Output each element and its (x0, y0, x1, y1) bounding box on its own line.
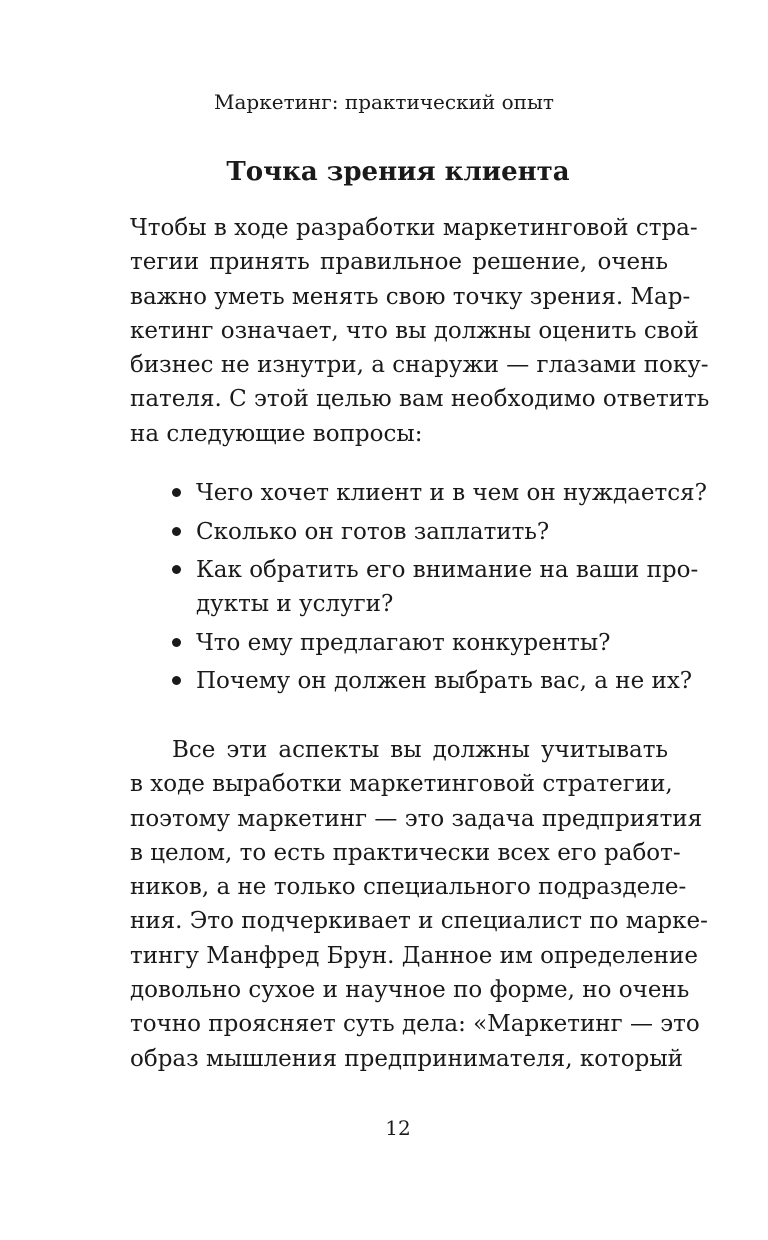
text-line: Чтобы в ходе разработки маркетинговой стра- (130, 215, 698, 241)
text-line: в целом, то есть практически всех его работ- (130, 839, 681, 866)
bullet-dot-icon (172, 638, 181, 647)
text-line: тингу Манфред Брун. Данное им определение (130, 942, 698, 969)
list-item-text: Что ему предлагают конкуренты? (196, 629, 611, 656)
text-line: тегии принять правильное решение, очень (130, 249, 668, 276)
list-item-text: дукты и услуги? (196, 591, 394, 617)
running-head: Маркетинг: практический опыт (214, 90, 554, 114)
list-item (130, 553, 699, 621)
list-item-text: Почему он должен выбрать вас, а не их? (196, 668, 693, 694)
text-line: Все эти аспекты вы должны учитывать (172, 737, 668, 763)
body-paragraph (130, 733, 708, 1076)
text-line: бизнес не изнутри, а снаружи — глазами поку- (130, 352, 709, 379)
text-line: образ мышления предпринимателя, который (130, 1045, 683, 1072)
text-line: важно уметь менять свою точку зрения. Мар- (130, 283, 691, 310)
bullet-dot-icon (172, 488, 181, 497)
list-item (130, 626, 668, 660)
list-item-text: Как обратить его внимание на ваши про- (196, 557, 699, 583)
text-line: пателя. С этой целью вам необходимо ответить (130, 386, 710, 413)
list-item (130, 476, 707, 510)
list-item (130, 664, 693, 698)
intro-paragraph (130, 211, 710, 451)
bullet-dot-icon (172, 527, 181, 536)
question-list (130, 476, 707, 703)
text-line: кетинг означает, что вы должны оценить свой (130, 317, 699, 344)
page-number: 12 (385, 1116, 411, 1140)
text-line: точно проясняет суть дела: «Маркетинг — это (130, 1011, 700, 1038)
text-line: ников, а не только специального подразделе- (130, 874, 687, 901)
section-title: Точка зрения клиента (226, 157, 570, 187)
text-line: на следующие вопросы: (130, 420, 423, 447)
bullet-dot-icon (172, 676, 181, 685)
text-line: в ходе выработки маркетинговой стратегии, (130, 771, 673, 798)
list-item-text: Чего хочет клиент и в чем он нуждается? (196, 480, 707, 506)
text-line: ния. Это подчеркивает и специалист по марке- (130, 908, 708, 935)
list-item-text: Сколько он готов заплатить? (196, 518, 550, 545)
list-item (130, 515, 668, 549)
bullet-dot-icon (172, 565, 181, 574)
text-line: поэтому маркетинг — это задача предприятия (130, 805, 703, 832)
text-line: довольно сухое и научное по форме, но очень (130, 977, 690, 1004)
